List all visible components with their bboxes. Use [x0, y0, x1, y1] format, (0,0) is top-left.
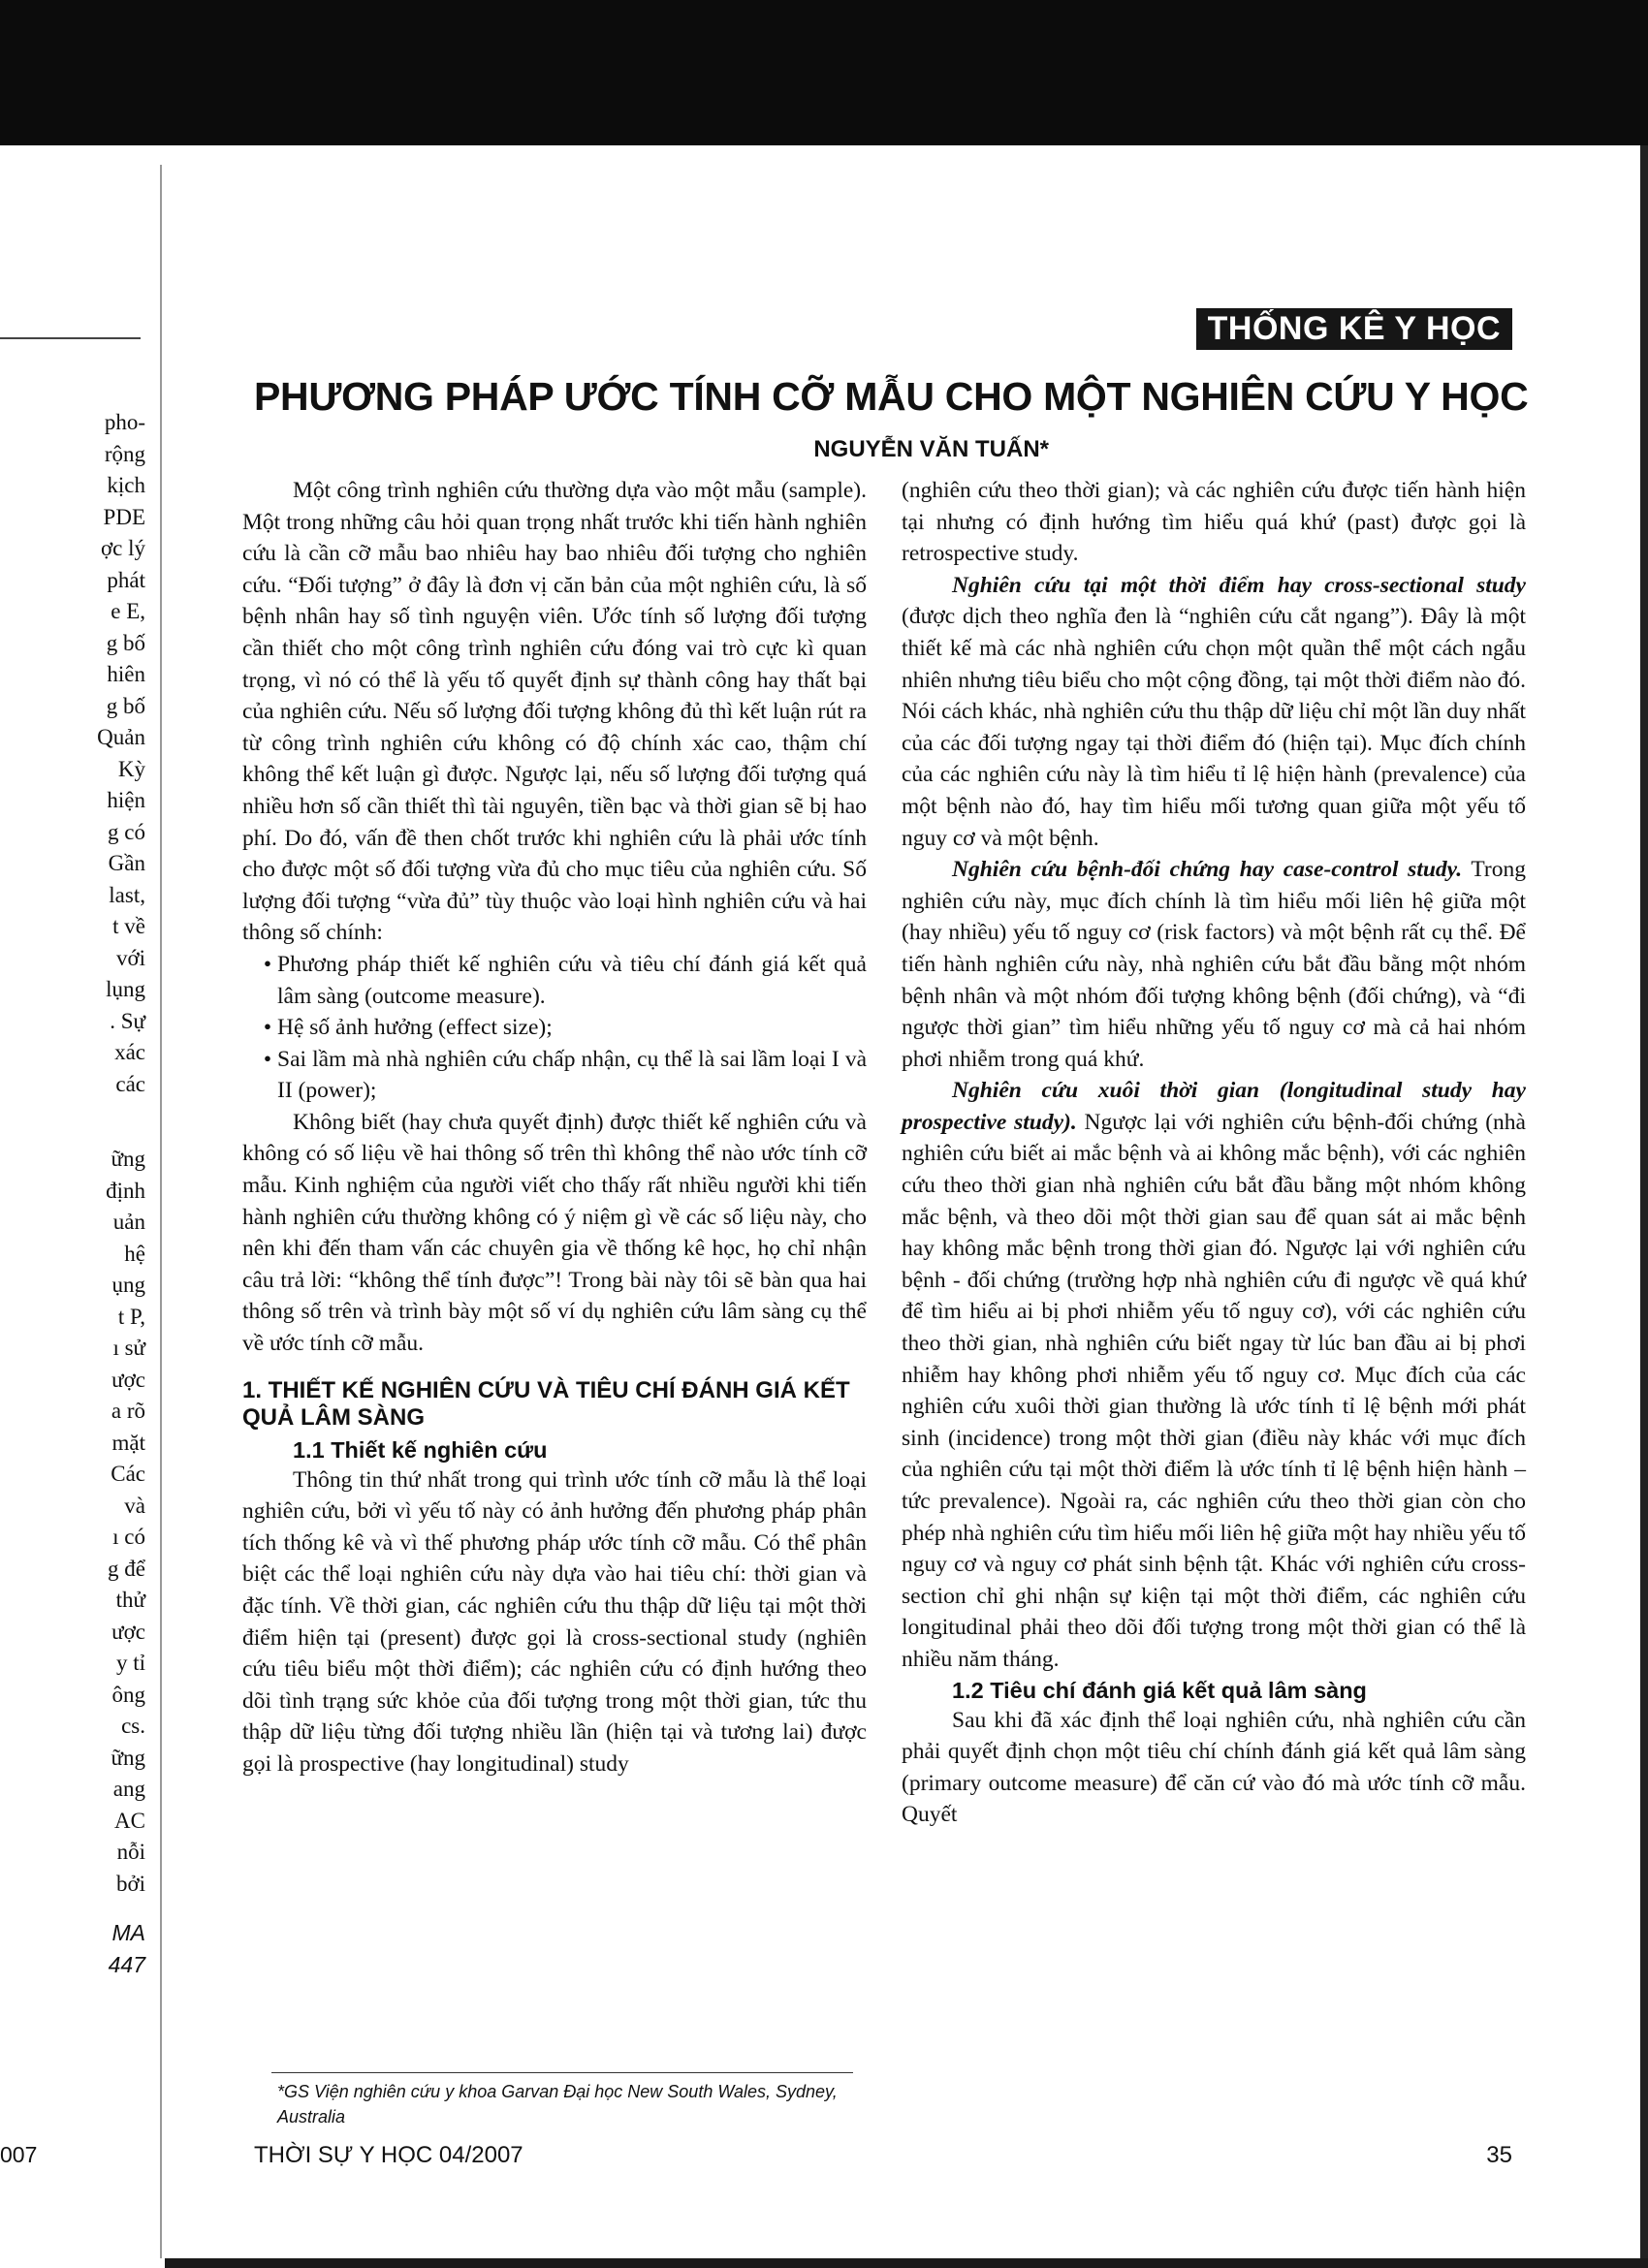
previous-page-text: ı có: [112, 1525, 145, 1549]
list-item: • Hệ số ảnh hưởng (effect size);: [277, 1012, 867, 1044]
previous-page-text: mặt: [111, 1430, 145, 1455]
previous-page-text: g có: [108, 819, 145, 844]
previous-page-text: rộng: [104, 441, 145, 466]
previous-page-text: các: [115, 1071, 145, 1096]
previous-page-text: Kỳ: [117, 756, 145, 781]
previous-page-text: ı sử: [112, 1336, 145, 1360]
parameter-list: [242, 949, 867, 1107]
right-column: [902, 475, 1526, 1831]
footnote: *GS Viện nghiên cứu y khoa Garvan Đại học New South Wales, Sydney, Australia: [277, 2082, 838, 2126]
previous-page-text: ang: [112, 1777, 145, 1801]
previous-page-text: AC: [114, 1808, 145, 1833]
previous-page-text: với: [115, 945, 145, 970]
paragraph: (nghiên cứu theo thời gian); và các nghiên cứu được tiến hành hiện tại nhưng có định hướng tìm hiểu quá khứ (past) được gọi là retrospective study.: [902, 478, 1526, 567]
list-item: • Phương pháp thiết kế nghiên cứu và tiêu chí đánh giá kết quả lâm sàng (outcome measure).: [277, 949, 867, 1012]
previous-page-text: ững: [111, 1745, 145, 1770]
section-heading: 1. THIẾT KẾ NGHIÊN CỨU VÀ TIÊU CHÍ ĐÁNH GIÁ KẾT QUẢ LÂM SÀNG: [242, 1376, 850, 1431]
paragraph: [902, 1075, 1526, 1675]
previous-page-text: cs.: [121, 1714, 145, 1738]
list-item: • Sai lầm mà nhà nghiên cứu chấp nhận, cụ thể là sai lầm loại I và II (power);: [277, 1044, 867, 1107]
cross-sectional-lead: Nghiên cứu tại một thời điểm hay cross-sectional study: [952, 572, 1526, 598]
article-title: PHƯƠNG PHÁP ƯỚC TÍNH CỠ MẪU CHO MỘT NGHIÊN CỨU Y HỌC: [254, 374, 1529, 419]
previous-page-text: hiên: [107, 662, 145, 686]
previous-page-text: t về: [112, 914, 145, 938]
paragraph: Thông tin thứ nhất trong qui trình ước tính cỡ mẫu là thể loại nghiên cứu, bởi vì yếu tố này có ảnh hưởng đến phương pháp phân tích thống kê và vì thế phương pháp ước tính cỡ mẫu. Có thể phân biệt các thể loại nghiên cứu này dựa vào hai tiêu chí: thời gian và đặc tính. Về thời gian, các nghiên cứu thu thập dữ liệu tại một thời điểm hiện tại (present) được gọi là cross-sectional study (nghiên cứu tiêu biểu một thời điểm); các nghiên cứu có định hướng theo dõi tình trạng sức khỏe của đối tượng trong một thời gian, tức thu thập dữ liệu từng đối tượng nhiều lần (hiện tại và tương lai) được gọi là prospective (hay longitudinal) study: [242, 1466, 867, 1777]
previous-page-rule: [0, 337, 141, 339]
previous-page-text: ược: [111, 1619, 145, 1644]
longitudinal-lead: Nghiên cứu xuôi thời gian (longitudinal study hay prospective study).: [902, 1078, 1526, 1135]
previous-page-text: . Sự: [110, 1008, 145, 1033]
journal-footer: THỜI SỰ Y HỌC 04/2007: [254, 2142, 523, 2168]
previous-page-fragment: [0, 407, 145, 1980]
previous-page-text: ụng: [111, 1273, 145, 1297]
previous-page-text: kịch: [107, 473, 145, 497]
previous-page-text: MA: [111, 1920, 145, 1945]
previous-page-text: PDE: [103, 504, 145, 529]
previous-page-text: hệ: [124, 1241, 145, 1266]
previous-page-text: Các: [111, 1462, 145, 1486]
previous-page-text: thử: [115, 1588, 145, 1612]
previous-page-text: hiện: [107, 788, 145, 812]
previous-page-text: lụng: [106, 977, 145, 1001]
previous-page-text: bởi: [115, 1871, 145, 1896]
page-gutter: [160, 165, 162, 2258]
previous-page-text: last,: [109, 882, 145, 907]
subsection-heading: 1.1 Thiết kế nghiên cứu: [293, 1436, 548, 1463]
previous-page-text: 447: [108, 1951, 145, 1977]
previous-page-text: y tỉ: [115, 1651, 145, 1675]
left-column: [242, 475, 867, 1780]
paragraph: Sau khi đã xác định thể loại nghiên cứu, nhà nghiên cứu cần phải quyết định chọn một tiêu chí chính đánh giá kết quả lâm sàng (primary outcome measure) để căn cứ vào đó mà ước tính cỡ mẫu. Quyết: [902, 1707, 1526, 1828]
page-number: 35: [1486, 2142, 1512, 2168]
intro-paragraph: Một công trình nghiên cứu thường dựa vào một mẫu (sample). Một trong những câu hỏi quan trọng nhất trước khi tiến hành nghiên cứu là cần cỡ mẫu bao nhiêu hay bao nhiêu đối tượng cho nghiên cứu. “Đối tượng” ở đây là đơn vị căn bản của một nghiên cứu, là số bệnh nhân hay số tình nguyện viên. Ước tính số lượng đối tượng cần thiết cho một công trình nghiên cứu đóng vai trò cực kì quan trọng, vì nó có thể là yếu tố quyết định sự thành công hay thất bại của nghiên cứu. Nếu số lượng đối tượng không đủ thì kết luận rút ra từ công trình nghiên cứu không có độ chính xác cao, thậm chí không thể kết luận gì được. Ngược lại, nếu số lượng đối tượng quá nhiều hơn số cần thiết thì tài nguyên, tiền bạc và thời gian sẽ bị hao phí. Do đó, vấn đề then chốt trước khi nghiên cứu là phải ước tính cho được một số đối tượng vừa đủ cho mục tiêu của nghiên cứu. Số lượng đối tượng “vừa đủ” tùy thuộc vào loại hình nghiên cứu và hai thông số chính:: [242, 478, 867, 946]
previous-page-text: g bố: [106, 693, 145, 718]
previous-page-text: phát: [107, 567, 145, 592]
section-tag: THỐNG KÊ Y HỌC: [1196, 308, 1512, 350]
previous-page-text: nỗi: [116, 1840, 145, 1864]
paragraph: Không biết (hay chưa quyết định) được thiết kế nghiên cứu và không có số liệu về hai thông số trên thì không thể nào ước tính cỡ mẫu. Kinh nghiệm của người viết cho thấy rất nhiều người khi tiến hành nghiên cứu thường không có ý niệm gì về các số liệu này, cho nên khi đến tham vấn các chuyên gia về thống kê học, họ chỉ nhận câu trả lời: “không thể tính được”! Trong bài này tôi sẽ bàn qua hai thông số trên và trình bày một số ví dụ nghiên cứu lâm sàng cụ thể về ước tính cỡ mẫu.: [242, 1109, 867, 1357]
previous-page-text: Gần: [108, 851, 145, 875]
scan-top-bar: [0, 0, 1648, 145]
subsection-heading: 1.2 Tiêu chí đánh giá kết quả lâm sàng: [952, 1677, 1367, 1703]
previous-page-text: t P,: [117, 1304, 145, 1329]
previous-page-text: và: [124, 1493, 145, 1518]
scan-bottom-edge: [165, 2258, 1648, 2268]
previous-page-text: uản: [112, 1210, 145, 1234]
case-control-text: Trong nghiên cứu này, mục đích chính là tìm hiểu mối liên hệ giữa một (hay nhiều) yếu tố nguy cơ (risk factors) và một bệnh rất cụ thể. Để tiến hành nghiên cứu này, nhà nghiên cứu bắt đầu bằng một nhóm bệnh nhân và một nhóm đối tượng không bệnh (đối chứng), và “đi ngược thời gian” tìm hiểu những yếu tố nguy cơ mà cả hai nhóm phơi nhiễm trong quá khứ.: [902, 857, 1527, 1072]
previous-page-text: g bố: [106, 630, 145, 655]
case-control-lead: Nghiên cứu bệnh-đối chứng hay case-control study.: [952, 857, 1463, 883]
previous-page-text: xác: [114, 1040, 145, 1064]
cross-sectional-text: (được dịch theo nghĩa đen là “nghiên cứu cắt ngang”). Đây là một thiết kế mà các nhà nghiên cứu chọn một quần thể một cách ngẫu nhiên nhưng tiêu biểu cho một cộng đồng, tại một thời điểm nào đó. Nói cách khác, nhà nghiên cứu thu thập dữ liệu chỉ một lần duy nhất của các đối tượng ngay tại thời điểm đó (hiện tại). Mục đích chính của các nghiên cứu này là tìm hiểu tỉ lệ hiện hành (prevalence) của một bệnh nào đó, hay tìm hiểu mối tương quan giữa một yếu tố nguy cơ và một bệnh.: [902, 604, 1526, 851]
previous-page-text: g để: [108, 1556, 145, 1581]
previous-page-text: ược: [111, 1367, 145, 1392]
author: NGUYỄN VĂN TUẤN*: [813, 436, 1049, 462]
previous-page-text: Quản: [97, 725, 145, 749]
footnote-rule: [271, 2072, 853, 2073]
scan-right-edge: [1640, 145, 1648, 2268]
longitudinal-text: Ngược lại với nghiên cứu bệnh-đối chứng (nhà nghiên cứu biết ai mắc bệnh và ai không mắc bệnh), với các nghiên cứu theo thời gian nhà nghiên cứu bắt đầu bằng một nhóm không mắc bệnh, và theo dõi một thời gian sau để quan sát ai mắc bệnh hay không mắc bệnh trong thời gian đó. Ngược lại với nghiên cứu bệnh - đối chứng (trường hợp nhà nghiên cứu đi ngược về quá khứ để tìm hiểu ai bị phơi nhiễm yếu tố nguy cơ), với các nghiên cứu theo thời gian, nhà nghiên cứu biết ngay từ lúc ban đầu ai bị phơi nhiễm hay không phơi nhiễm yếu tố nguy cơ. Mục đích của các nghiên cứu xuôi thời gian thường là ước tính tỉ lệ bệnh mới phát sinh (incidence) trong một thời gian (điều này khác với mục đích của nghiên cứu tại một thời điểm là ước tính tỉ lệ bệnh hiện hành – tức prevalence). Ngoài ra, các nghiên cứu theo thời gian còn cho phép nhà nghiên cứu tìm hiểu mối liên hệ giữa một hay nhiều yếu tố nguy cơ và nguy cơ phát sinh bệnh tật. Khác với nghiên cứu cross-section chỉ ghi nhận sự kiện tại một thời điểm, các nghiên cứu longitudinal phải theo dõi đối tượng trong một thời gian có thể là nhiều năm tháng.: [902, 1109, 1526, 1672]
previous-page-text: ững: [111, 1147, 145, 1171]
previous-page-text: a rõ: [111, 1399, 145, 1423]
previous-page-text: định: [106, 1178, 145, 1203]
previous-page-text: pho-: [104, 410, 145, 434]
previous-page-text: ông: [111, 1682, 145, 1707]
paragraph: [902, 854, 1526, 1075]
previous-page-number: 007: [0, 2142, 38, 2167]
paragraph: [902, 570, 1526, 854]
previous-page-text: e E,: [111, 599, 145, 623]
previous-page-text: ợc lý: [100, 536, 145, 560]
